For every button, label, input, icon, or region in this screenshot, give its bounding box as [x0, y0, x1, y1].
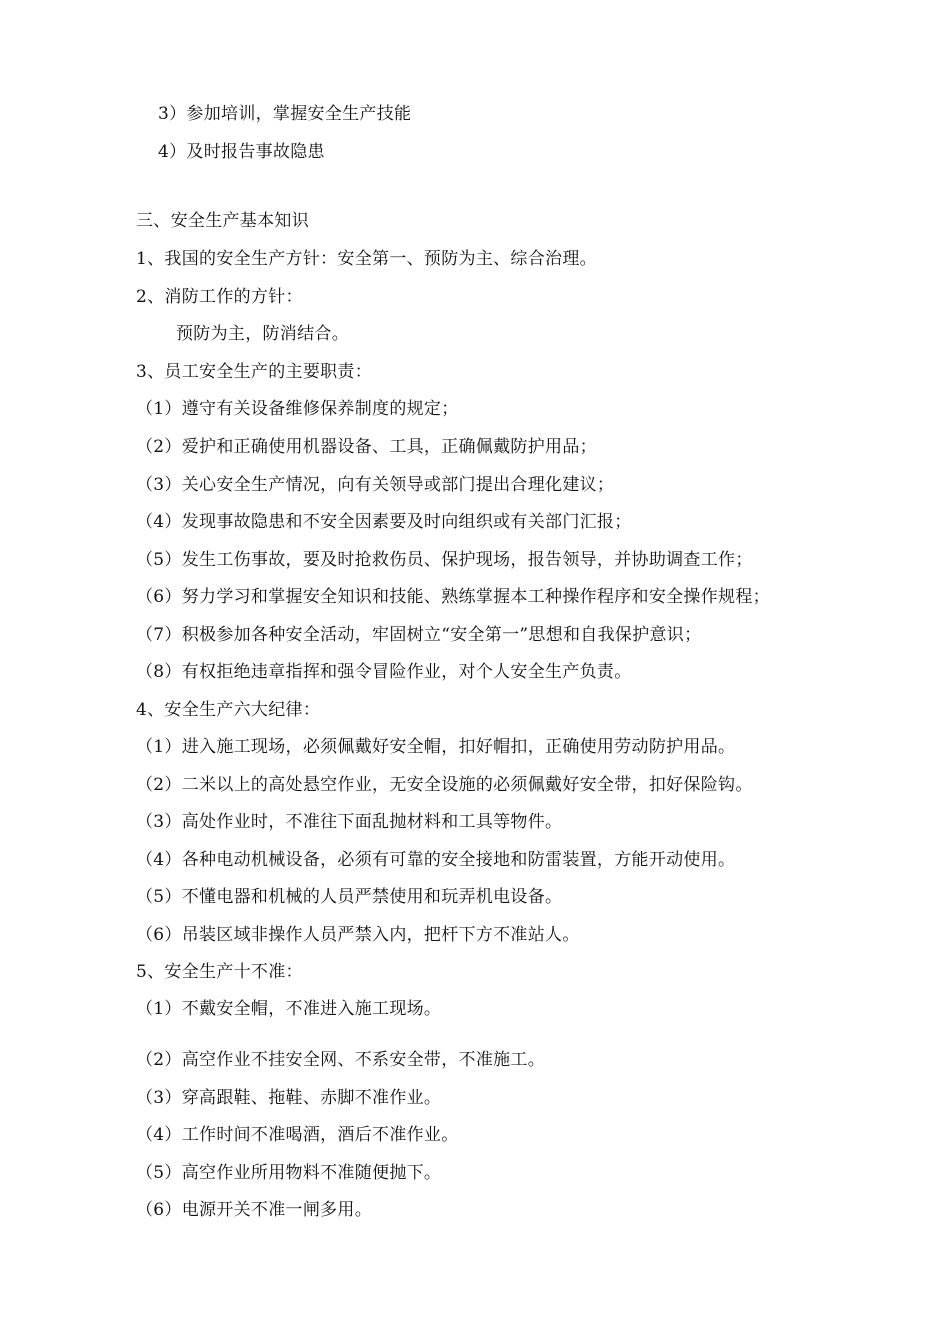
paragraph-duties-heading: 3、员工安全生产的主要职责： — [136, 362, 373, 382]
list-item-3: 3）参加培训，掌握安全生产技能 — [158, 104, 412, 124]
list-item: （2）高空作业不挂安全网、不系安全带，不准施工。 — [136, 1050, 546, 1070]
list-item: （6）电源开关不准一闸多用。 — [136, 1200, 373, 1220]
list-item-4: 4）及时报告事故隐患 — [158, 142, 325, 162]
list-item: （1）不戴安全帽，不准进入施工现场。 — [136, 999, 442, 1019]
list-item: （8）有权拒绝违章指挥和强令冒险作业，对个人安全生产负责。 — [136, 662, 632, 682]
paragraph-ten-rules-heading: 5、安全生产十不准： — [136, 962, 303, 982]
list-item: （4）发现事故隐患和不安全因素要及时向组织或有关部门汇报； — [136, 512, 632, 532]
list-item: （3）穿高跟鞋、拖鞋、赤脚不准作业。 — [136, 1088, 442, 1108]
list-item: （1）遵守有关设备维修保养制度的规定； — [136, 399, 459, 419]
list-item: （2）二米以上的高处悬空作业，无安全设施的必须佩戴好安全带，扣好保险钩。 — [136, 775, 753, 795]
list-item: （1）进入施工现场，必须佩戴好安全帽，扣好帽扣，正确使用劳动防护用品。 — [136, 737, 736, 757]
list-item: （6）努力学习和掌握安全知识和技能、熟练掌握本工种操作程序和安全操作规程； — [136, 587, 770, 607]
list-item: （3）高处作业时，不准往下面乱抛材料和工具等物件。 — [136, 812, 563, 832]
list-item: （4）工作时间不准喝酒，酒后不准作业。 — [136, 1125, 459, 1145]
section-heading-3: 三、安全生产基本知识 — [136, 211, 309, 231]
paragraph-fire-policy: 预防为主，防消结合。 — [176, 324, 349, 344]
paragraph-discipline-heading: 4、安全生产六大纪律： — [136, 700, 321, 720]
list-item: （5）不懂电器和机械的人员严禁使用和玩弄机电设备。 — [136, 887, 563, 907]
list-item: （4）各种电动机械设备，必须有可靠的安全接地和防雷装置，方能开动使用。 — [136, 850, 736, 870]
paragraph-fire-heading: 2、消防工作的方针： — [136, 287, 303, 307]
list-item: （2）爱护和正确使用机器设备、工具，正确佩戴防护用品； — [136, 437, 597, 457]
list-item: （7）积极参加各种安全活动，牢固树立“安全第一”思想和自我保护意识； — [136, 625, 702, 645]
list-item: （3）关心安全生产情况，向有关领导或部门提出合理化建议； — [136, 475, 615, 495]
paragraph-policy: 1、我国的安全生产方针：安全第一、预防为主、综合治理。 — [136, 249, 597, 269]
list-item: （5）高空作业所用物料不准随便抛下。 — [136, 1163, 442, 1183]
list-item: （6）吊装区域非操作人员严禁入内，把杆下方不准站人。 — [136, 925, 580, 945]
list-item: （5）发生工伤事故，要及时抢救伤员、保护现场，报告领导，并协助调查工作； — [136, 550, 753, 570]
